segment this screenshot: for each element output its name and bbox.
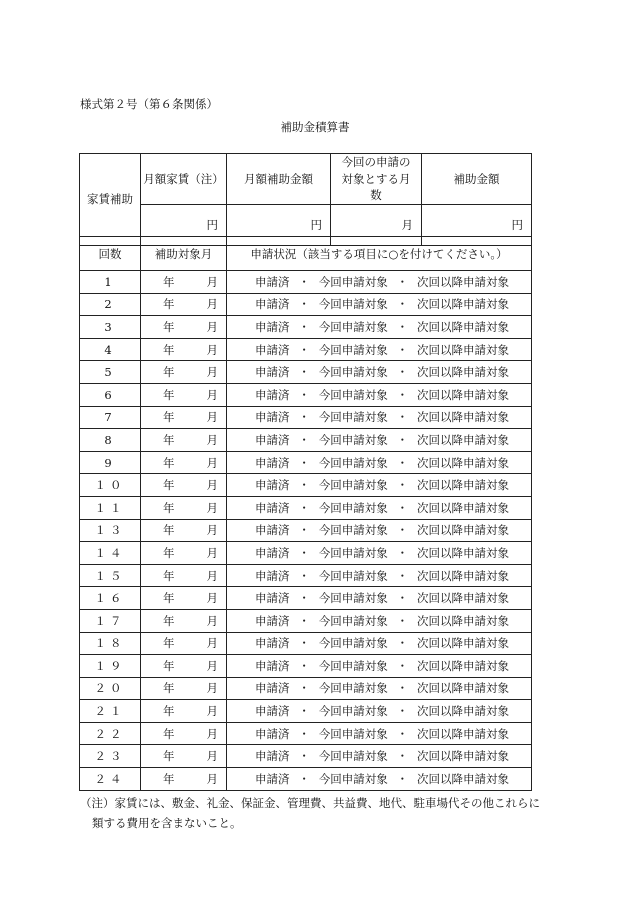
row-number (80, 677, 141, 700)
row-number-text: ２２ (94, 726, 126, 741)
row-number (80, 338, 141, 361)
status-next[interactable]: 次回以降申請対象 (417, 342, 509, 357)
status-separator: ・ (396, 545, 409, 560)
target-month-cell[interactable] (141, 722, 227, 745)
status-next[interactable]: 次回以降申請対象 (417, 704, 509, 719)
subsidy-amount-header: 補助金額 (422, 154, 532, 205)
year-label: 年 (163, 523, 175, 538)
year-label: 年 (163, 681, 175, 696)
row-number (80, 700, 141, 723)
row-number-text: 8 (104, 432, 116, 447)
table-row (80, 474, 532, 497)
status-applied[interactable]: 申請済 (255, 681, 290, 696)
target-month-cell[interactable] (141, 496, 227, 519)
target-month-cell[interactable] (141, 406, 227, 429)
row-number (80, 271, 141, 294)
status-applied[interactable]: 申請済 (255, 319, 290, 334)
target-month-cell[interactable] (141, 768, 227, 791)
footnote-line-1: （注）家賃には、敷金、礼金、保証金、管理費、共益費、地代、駐車場代その他これらに (80, 796, 540, 810)
year-label: 年 (163, 478, 175, 493)
target-month-header: 補助対象月 (141, 237, 227, 271)
row-number-text: １９ (94, 658, 126, 673)
status-cell (227, 564, 532, 587)
year-label: 年 (163, 432, 175, 447)
target-month-cell[interactable] (141, 655, 227, 678)
status-cell (227, 587, 532, 610)
row-number-text: １７ (94, 613, 126, 628)
status-separator: ・ (396, 410, 409, 425)
month-label: 月 (206, 771, 218, 786)
status-separator: ・ (396, 523, 409, 538)
row-number-text: ２３ (94, 749, 126, 764)
status-current[interactable]: 今回申請対象 (318, 387, 388, 402)
status-separator: ・ (298, 365, 310, 380)
status-separator: ・ (298, 545, 310, 560)
target-month-cell[interactable] (141, 271, 227, 294)
status-applied[interactable]: 申請済 (255, 591, 290, 606)
year-label: 年 (163, 771, 175, 786)
status-current[interactable]: 今回申請対象 (318, 591, 388, 606)
subsidy-summary-table (79, 153, 532, 246)
status-separator: ・ (396, 319, 409, 334)
month-label: 月 (206, 681, 218, 696)
row-number (80, 722, 141, 745)
status-separator: ・ (396, 297, 409, 312)
status-next[interactable]: 次回以降申請対象 (417, 500, 509, 515)
document-title: 補助金積算書 (280, 120, 350, 134)
status-cell (227, 745, 532, 768)
status-cell (227, 700, 532, 723)
row-number-text: 3 (104, 319, 116, 334)
footnote-line-2: 類する費用を含まないこと。 (92, 816, 242, 831)
row-number-text: 2 (104, 297, 116, 312)
target-month-cell[interactable] (141, 542, 227, 565)
status-separator: ・ (298, 274, 310, 289)
status-cell (227, 677, 532, 700)
row-number (80, 361, 141, 384)
status-next[interactable]: 次回以降申請対象 (417, 591, 509, 606)
target-month-cell[interactable] (141, 361, 227, 384)
status-current[interactable]: 今回申請対象 (318, 545, 388, 560)
form-number: 様式第２号（第６条関係） (80, 97, 218, 111)
month-label: 月 (206, 297, 218, 312)
status-current[interactable]: 今回申請対象 (318, 500, 388, 515)
month-label: 月 (206, 523, 218, 538)
status-separator: ・ (396, 591, 409, 606)
table-row (80, 519, 532, 542)
table-row (80, 406, 532, 429)
row-number (80, 745, 141, 768)
monthly-subsidy-header: 月額補助金額 (227, 154, 331, 205)
row-number (80, 768, 141, 791)
row-number-text: 6 (104, 387, 116, 402)
status-current[interactable]: 今回申請対象 (318, 658, 388, 673)
target-month-cell[interactable] (141, 316, 227, 339)
row-number-text: １８ (94, 636, 126, 651)
count-header: 回数 (80, 237, 141, 271)
status-next[interactable]: 次回以降申請対象 (417, 410, 509, 425)
table-row (80, 293, 532, 316)
row-number-text: １６ (94, 591, 126, 606)
table-row (80, 722, 532, 745)
status-current[interactable]: 今回申請対象 (318, 726, 388, 741)
month-label: 月 (206, 410, 218, 425)
status-separator: ・ (298, 297, 310, 312)
month-label: 月 (206, 704, 218, 719)
row-number (80, 564, 141, 587)
status-next[interactable]: 次回以降申請対象 (417, 771, 509, 786)
table-row (80, 496, 532, 519)
year-label: 年 (163, 545, 175, 560)
year-label: 年 (163, 319, 175, 334)
target-month-cell[interactable] (141, 564, 227, 587)
status-current[interactable]: 今回申請対象 (318, 432, 388, 447)
status-next[interactable]: 次回以降申請対象 (417, 478, 509, 493)
status-applied[interactable]: 申請済 (255, 455, 290, 470)
month-label: 月 (206, 387, 218, 402)
status-separator: ・ (396, 455, 409, 470)
target-month-cell[interactable] (141, 609, 227, 632)
status-separator: ・ (396, 749, 409, 764)
status-next[interactable]: 次回以降申請対象 (417, 455, 509, 470)
table-row (80, 338, 532, 361)
table-row (80, 655, 532, 678)
row-number (80, 519, 141, 542)
status-next[interactable]: 次回以降申請対象 (417, 274, 509, 289)
status-next[interactable]: 次回以降申請対象 (417, 432, 509, 447)
year-label: 年 (163, 568, 175, 583)
status-cell (227, 293, 532, 316)
row-number (80, 451, 141, 474)
target-month-cell[interactable] (141, 587, 227, 610)
status-separator: ・ (298, 658, 310, 673)
month-label: 月 (206, 591, 218, 606)
year-label: 年 (163, 342, 175, 357)
status-applied[interactable]: 申請済 (255, 342, 290, 357)
status-cell (227, 451, 532, 474)
status-applied[interactable]: 申請済 (255, 636, 290, 651)
status-cell (227, 542, 532, 565)
table-row (80, 745, 532, 768)
year-label: 年 (163, 658, 175, 673)
status-cell (227, 271, 532, 294)
status-cell (227, 406, 532, 429)
status-separator: ・ (396, 658, 409, 673)
table-row (80, 316, 532, 339)
target-month-cell[interactable] (141, 338, 227, 361)
month-label: 月 (206, 613, 218, 628)
month-label: 月 (206, 319, 218, 334)
target-month-cell[interactable] (141, 745, 227, 768)
status-current[interactable]: 今回申請対象 (318, 319, 388, 334)
status-separator: ・ (298, 342, 310, 357)
row-number-text: １４ (94, 545, 126, 560)
row-number (80, 609, 141, 632)
month-label: 月 (206, 274, 218, 289)
status-current[interactable]: 今回申請対象 (318, 771, 388, 786)
month-label: 月 (206, 500, 218, 515)
status-next[interactable]: 次回以降申請対象 (417, 523, 509, 538)
status-cell (227, 519, 532, 542)
table-row (80, 429, 532, 452)
status-cell (227, 316, 532, 339)
summary-header-row (80, 154, 532, 205)
yen-unit: 円 (206, 217, 218, 232)
month-label: 月 (206, 365, 218, 380)
target-month-cell[interactable] (141, 519, 227, 542)
status-separator: ・ (298, 681, 310, 696)
status-next[interactable]: 次回以降申請対象 (417, 568, 509, 583)
status-separator: ・ (298, 455, 310, 470)
status-separator: ・ (396, 726, 409, 741)
row-number-text: 7 (104, 410, 116, 425)
row-number-text: 5 (104, 365, 116, 380)
status-separator: ・ (396, 636, 409, 651)
status-applied[interactable]: 申請済 (255, 704, 290, 719)
status-current[interactable]: 今回申請対象 (318, 274, 388, 289)
year-label: 年 (163, 387, 175, 402)
status-cell (227, 632, 532, 655)
year-label: 年 (163, 455, 175, 470)
month-label: 月 (206, 658, 218, 673)
status-separator: ・ (298, 432, 310, 447)
row-number (80, 316, 141, 339)
status-next[interactable]: 次回以降申請対象 (417, 681, 509, 696)
status-next[interactable]: 次回以降申請対象 (417, 387, 509, 402)
status-current[interactable]: 今回申請対象 (318, 342, 388, 357)
status-next[interactable]: 次回以降申請対象 (417, 319, 509, 334)
status-separator: ・ (298, 591, 310, 606)
table-row (80, 587, 532, 610)
yen-unit: 円 (310, 217, 322, 232)
year-label: 年 (163, 297, 175, 312)
status-applied[interactable]: 申請済 (255, 771, 290, 786)
status-next[interactable]: 次回以降申請対象 (417, 545, 509, 560)
footnote (80, 793, 560, 833)
status-applied[interactable]: 申請済 (255, 726, 290, 741)
status-separator: ・ (396, 681, 409, 696)
status-current[interactable]: 今回申請対象 (318, 455, 388, 470)
row-number (80, 429, 141, 452)
status-separator: ・ (298, 478, 310, 493)
status-cell (227, 768, 532, 791)
month-label: 月 (206, 545, 218, 560)
year-label: 年 (163, 365, 175, 380)
status-applied[interactable]: 申請済 (255, 749, 290, 764)
yen-unit: 円 (511, 217, 523, 232)
year-label: 年 (163, 613, 175, 628)
row-number (80, 474, 141, 497)
months-count-header: 今回の申請の対象とする月数 (331, 154, 422, 205)
status-separator: ・ (396, 613, 409, 628)
table-row (80, 271, 532, 294)
status-next[interactable]: 次回以降申請対象 (417, 658, 509, 673)
target-month-cell[interactable] (141, 451, 227, 474)
status-current[interactable]: 今回申請対象 (318, 410, 388, 425)
row-number (80, 632, 141, 655)
row-number (80, 655, 141, 678)
status-separator: ・ (298, 410, 310, 425)
status-cell (227, 429, 532, 452)
months-header-row (80, 237, 532, 271)
status-separator: ・ (298, 319, 310, 334)
status-next[interactable]: 次回以降申請対象 (417, 613, 509, 628)
year-label: 年 (163, 410, 175, 425)
target-month-cell[interactable] (141, 700, 227, 723)
status-applied[interactable]: 申請済 (255, 297, 290, 312)
row-number (80, 587, 141, 610)
status-applied[interactable]: 申請済 (255, 613, 290, 628)
status-separator: ・ (298, 613, 310, 628)
year-label: 年 (163, 636, 175, 651)
status-current[interactable]: 今回申請対象 (318, 365, 388, 380)
row-number-text: ２０ (94, 681, 126, 696)
row-number-text: 9 (104, 455, 116, 470)
status-current[interactable]: 今回申請対象 (318, 749, 388, 764)
status-separator: ・ (396, 568, 409, 583)
status-applied[interactable]: 申請済 (255, 274, 290, 289)
status-separator: ・ (298, 749, 310, 764)
status-cell (227, 338, 532, 361)
status-cell (227, 609, 532, 632)
month-label: 月 (206, 568, 218, 583)
status-separator: ・ (396, 432, 409, 447)
status-current[interactable]: 今回申請対象 (318, 613, 388, 628)
status-applied[interactable]: 申請済 (255, 568, 290, 583)
year-label: 年 (163, 726, 175, 741)
status-applied[interactable]: 申請済 (255, 523, 290, 538)
status-separator: ・ (298, 771, 310, 786)
status-applied[interactable]: 申請済 (255, 658, 290, 673)
status-separator: ・ (396, 478, 409, 493)
status-header: 申請状況（該当する項目に○を付けてください。） (227, 237, 532, 271)
row-number (80, 293, 141, 316)
target-month-cell[interactable] (141, 474, 227, 497)
table-row (80, 609, 532, 632)
status-separator: ・ (298, 726, 310, 741)
row-number-text: １１ (94, 500, 126, 515)
status-applied[interactable]: 申請済 (255, 432, 290, 447)
month-unit: 月 (401, 217, 413, 232)
monthly-application-table (79, 236, 532, 791)
year-label: 年 (163, 704, 175, 719)
rent-subsidy-label: 家賃補助 (80, 154, 141, 246)
table-row (80, 383, 532, 406)
table-row (80, 677, 532, 700)
target-month-cell[interactable] (141, 383, 227, 406)
status-current[interactable]: 今回申請対象 (318, 523, 388, 538)
status-separator: ・ (298, 704, 310, 719)
status-cell (227, 496, 532, 519)
status-current[interactable]: 今回申請対象 (318, 681, 388, 696)
status-current[interactable]: 今回申請対象 (318, 568, 388, 583)
status-next[interactable]: 次回以降申請対象 (417, 636, 509, 651)
status-applied[interactable]: 申請済 (255, 410, 290, 425)
status-current[interactable]: 今回申請対象 (318, 636, 388, 651)
table-row (80, 542, 532, 565)
status-separator: ・ (298, 500, 310, 515)
year-label: 年 (163, 500, 175, 515)
table-row (80, 768, 532, 791)
month-label: 月 (206, 432, 218, 447)
year-label: 年 (163, 749, 175, 764)
status-next[interactable]: 次回以降申請対象 (417, 749, 509, 764)
target-month-cell[interactable] (141, 293, 227, 316)
status-separator: ・ (298, 636, 310, 651)
monthly-rent-header: 月額家賃（注） (141, 154, 227, 205)
status-applied[interactable]: 申請済 (255, 500, 290, 515)
status-applied[interactable]: 申請済 (255, 478, 290, 493)
month-label: 月 (206, 726, 218, 741)
status-current[interactable]: 今回申請対象 (318, 297, 388, 312)
status-separator: ・ (396, 342, 409, 357)
status-separator: ・ (298, 523, 310, 538)
row-number (80, 383, 141, 406)
status-cell (227, 361, 532, 384)
status-next[interactable]: 次回以降申請対象 (417, 365, 509, 380)
row-number (80, 496, 141, 519)
month-label: 月 (206, 455, 218, 470)
status-next[interactable]: 次回以降申請対象 (417, 297, 509, 312)
status-cell (227, 474, 532, 497)
year-label: 年 (163, 274, 175, 289)
row-number-text: １０ (94, 478, 126, 493)
table-row (80, 451, 532, 474)
target-month-cell[interactable] (141, 429, 227, 452)
year-label: 年 (163, 591, 175, 606)
row-number-text: １３ (94, 523, 126, 538)
month-label: 月 (206, 749, 218, 764)
row-number-text: ２４ (94, 771, 126, 786)
row-number-text: 1 (104, 274, 116, 289)
status-separator: ・ (396, 365, 409, 380)
month-label: 月 (206, 478, 218, 493)
status-applied[interactable]: 申請済 (255, 365, 290, 380)
status-current[interactable]: 今回申請対象 (318, 478, 388, 493)
status-cell (227, 655, 532, 678)
row-number-text: １５ (94, 568, 126, 583)
row-number-text: 4 (104, 342, 116, 357)
status-separator: ・ (298, 387, 310, 402)
row-number (80, 542, 141, 565)
target-month-cell[interactable] (141, 632, 227, 655)
table-row (80, 361, 532, 384)
row-number-text: ２１ (94, 704, 126, 719)
status-separator: ・ (396, 274, 409, 289)
target-month-cell[interactable] (141, 677, 227, 700)
status-cell (227, 722, 532, 745)
table-row (80, 564, 532, 587)
table-row (80, 632, 532, 655)
status-separator: ・ (396, 387, 409, 402)
table-row (80, 700, 532, 723)
month-label: 月 (206, 636, 218, 651)
status-applied[interactable]: 申請済 (255, 387, 290, 402)
status-separator: ・ (396, 704, 409, 719)
status-next[interactable]: 次回以降申請対象 (417, 726, 509, 741)
status-current[interactable]: 今回申請対象 (318, 704, 388, 719)
status-cell (227, 383, 532, 406)
month-label: 月 (206, 342, 218, 357)
status-separator: ・ (396, 500, 409, 515)
status-separator: ・ (396, 771, 409, 786)
status-separator: ・ (298, 568, 310, 583)
row-number (80, 406, 141, 429)
status-applied[interactable]: 申請済 (255, 545, 290, 560)
